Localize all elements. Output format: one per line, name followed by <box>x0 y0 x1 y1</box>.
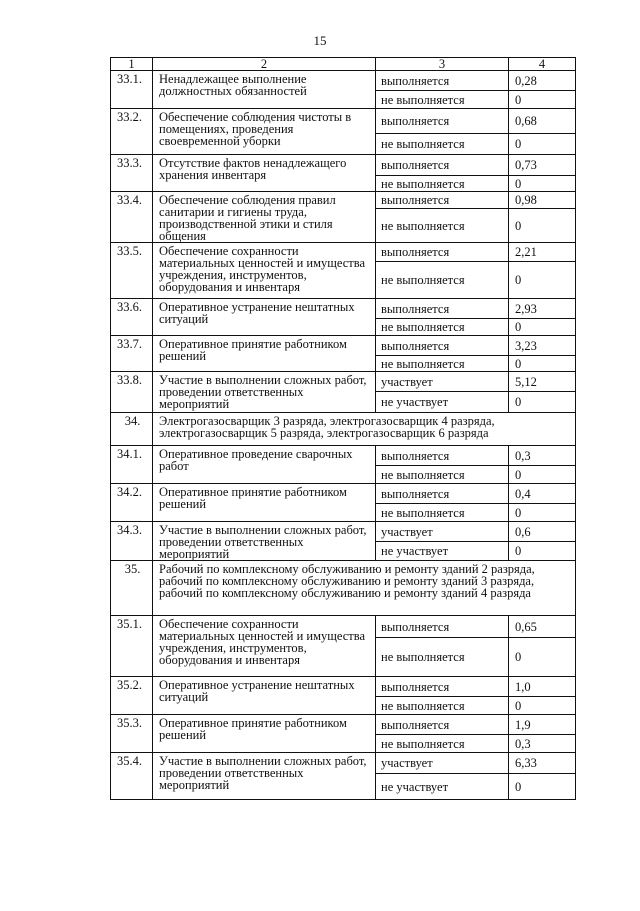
value-positive: 0,73 <box>509 155 576 176</box>
item-number: 33.5. <box>111 243 153 299</box>
section-title: Электрогазосварщик 3 разряда, электрогазосварщик 4 разряда, электрогазосварщик 5 разряда, электрогазосварщик 6 разряда <box>153 413 576 446</box>
value-negative: 0 <box>509 176 576 192</box>
value-positive: 2,21 <box>509 243 576 262</box>
table-row <box>111 616 576 638</box>
item-description: Обеспечение соблюдения правил санитарии и гигиены труда, производственной этики и стиля общения <box>153 192 376 243</box>
condition-positive: выполняется <box>376 484 509 504</box>
value-negative: 0 <box>509 638 576 677</box>
value-negative: 0 <box>509 542 576 561</box>
value-positive: 0,65 <box>509 616 576 638</box>
value-positive: 5,12 <box>509 372 576 392</box>
table-row <box>111 336 576 356</box>
condition-negative: не выполняется <box>376 319 509 336</box>
section-title: Рабочий по комплексному обслуживанию и ремонту зданий 2 разряда, рабочий по комплексному обслуживанию и ремонту зданий 3 разряда, рабочий по комплексному обслуживанию и ремонту зданий 4 разряда <box>153 561 576 616</box>
item-number: 33.1. <box>111 71 153 109</box>
header-col-1: 1 <box>111 58 153 71</box>
condition-negative: не выполняется <box>376 134 509 155</box>
page-number: 15 <box>313 33 327 48</box>
table-row <box>111 192 576 209</box>
condition-positive: выполняется <box>376 715 509 735</box>
item-number: 33.4. <box>111 192 153 243</box>
item-description: Обеспечение сохранности материальных ценностей и имущества учреждения, инструментов, оборудования и инвентаря <box>153 616 376 677</box>
item-description: Ненадлежащее выполнение должностных обязанностей <box>153 71 376 109</box>
condition-positive: выполняется <box>376 616 509 638</box>
item-number: 35.3. <box>111 715 153 753</box>
item-description: Оперативное устранение нештатных ситуаций <box>153 299 376 336</box>
item-description: Участие в выполнении сложных работ, проведении ответственных мероприятий <box>153 372 376 413</box>
condition-negative: не участвует <box>376 542 509 561</box>
criteria-table <box>110 57 576 800</box>
value-positive: 0,28 <box>509 71 576 91</box>
item-description: Оперативное устранение нештатных ситуаций <box>153 677 376 715</box>
value-negative: 0 <box>509 356 576 372</box>
value-positive: 1,0 <box>509 677 576 697</box>
item-number: 33.3. <box>111 155 153 192</box>
item-number: 33.7. <box>111 336 153 372</box>
value-positive: 0,6 <box>509 522 576 542</box>
value-negative: 0,3 <box>509 735 576 753</box>
value-negative: 0 <box>509 134 576 155</box>
condition-positive: выполняется <box>376 109 509 134</box>
table-row <box>111 71 576 91</box>
table-body <box>111 71 576 800</box>
item-description: Участие в выполнении сложных работ, проведении ответственных мероприятий <box>153 522 376 561</box>
value-negative: 0 <box>509 91 576 109</box>
condition-positive: выполняется <box>376 71 509 91</box>
table-row <box>111 109 576 134</box>
condition-positive: выполняется <box>376 155 509 176</box>
table-row <box>111 753 576 774</box>
condition-negative: не выполняется <box>376 466 509 484</box>
condition-positive: участвует <box>376 753 509 774</box>
table-row <box>111 372 576 392</box>
value-negative: 0 <box>509 466 576 484</box>
value-positive: 1,9 <box>509 715 576 735</box>
table-header-row <box>111 58 576 71</box>
value-negative: 0 <box>509 697 576 715</box>
value-positive: 2,93 <box>509 299 576 319</box>
item-number: 35.1. <box>111 616 153 677</box>
item-number: 34.3. <box>111 522 153 561</box>
header-col-3: 3 <box>376 58 509 71</box>
item-number: 35.2. <box>111 677 153 715</box>
table-row <box>111 155 576 176</box>
header-col-4: 4 <box>509 58 576 71</box>
value-negative: 0 <box>509 209 576 243</box>
condition-negative: не выполняется <box>376 176 509 192</box>
condition-negative: не выполняется <box>376 638 509 677</box>
section-number: 34. <box>111 413 153 446</box>
value-positive: 0,68 <box>509 109 576 134</box>
table-row <box>111 522 576 542</box>
condition-negative: не выполняется <box>376 697 509 715</box>
value-positive: 0,4 <box>509 484 576 504</box>
condition-positive: участвует <box>376 522 509 542</box>
item-number: 34.2. <box>111 484 153 522</box>
condition-negative: не выполняется <box>376 504 509 522</box>
condition-negative: не участвует <box>376 774 509 800</box>
condition-positive: выполняется <box>376 192 509 209</box>
section-row <box>111 413 576 446</box>
section-number: 35. <box>111 561 153 616</box>
value-positive: 0,3 <box>509 446 576 466</box>
condition-positive: выполняется <box>376 243 509 262</box>
table-row <box>111 484 576 504</box>
condition-positive: выполняется <box>376 446 509 466</box>
condition-positive: выполняется <box>376 336 509 356</box>
table-row <box>111 446 576 466</box>
condition-positive: выполняется <box>376 677 509 697</box>
value-negative: 0 <box>509 392 576 413</box>
condition-negative: не выполняется <box>376 91 509 109</box>
condition-negative: не выполняется <box>376 356 509 372</box>
item-number: 33.2. <box>111 109 153 155</box>
value-positive: 6,33 <box>509 753 576 774</box>
item-description: Участие в выполнении сложных работ, проведении ответственных мероприятий <box>153 753 376 800</box>
table-row <box>111 243 576 262</box>
condition-negative: не выполняется <box>376 209 509 243</box>
table-row <box>111 299 576 319</box>
item-description: Обеспечение сохранности материальных ценностей и имущества учреждения, инструментов, оборудования и инвентаря <box>153 243 376 299</box>
item-number: 33.6. <box>111 299 153 336</box>
item-description: Оперативное принятие работником решений <box>153 715 376 753</box>
value-negative: 0 <box>509 319 576 336</box>
condition-positive: выполняется <box>376 299 509 319</box>
item-description: Оперативное принятие работником решений <box>153 484 376 522</box>
value-negative: 0 <box>509 774 576 800</box>
value-positive: 0,98 <box>509 192 576 209</box>
table-row <box>111 677 576 697</box>
item-number: 35.4. <box>111 753 153 800</box>
value-negative: 0 <box>509 262 576 299</box>
value-negative: 0 <box>509 504 576 522</box>
item-description: Оперативное принятие работником решений <box>153 336 376 372</box>
condition-negative: не выполняется <box>376 735 509 753</box>
item-description: Отсутствие фактов ненадлежащего хранения инвентаря <box>153 155 376 192</box>
section-row <box>111 561 576 616</box>
item-description: Оперативное проведение сварочных работ <box>153 446 376 484</box>
value-positive: 3,23 <box>509 336 576 356</box>
item-number: 33.8. <box>111 372 153 413</box>
item-number: 34.1. <box>111 446 153 484</box>
condition-negative: не выполняется <box>376 262 509 299</box>
condition-negative: не участвует <box>376 392 509 413</box>
item-description: Обеспечение соблюдения чистоты в помещениях, проведения своевременной уборки <box>153 109 376 155</box>
condition-positive: участвует <box>376 372 509 392</box>
header-col-2: 2 <box>153 58 376 71</box>
table-row <box>111 715 576 735</box>
